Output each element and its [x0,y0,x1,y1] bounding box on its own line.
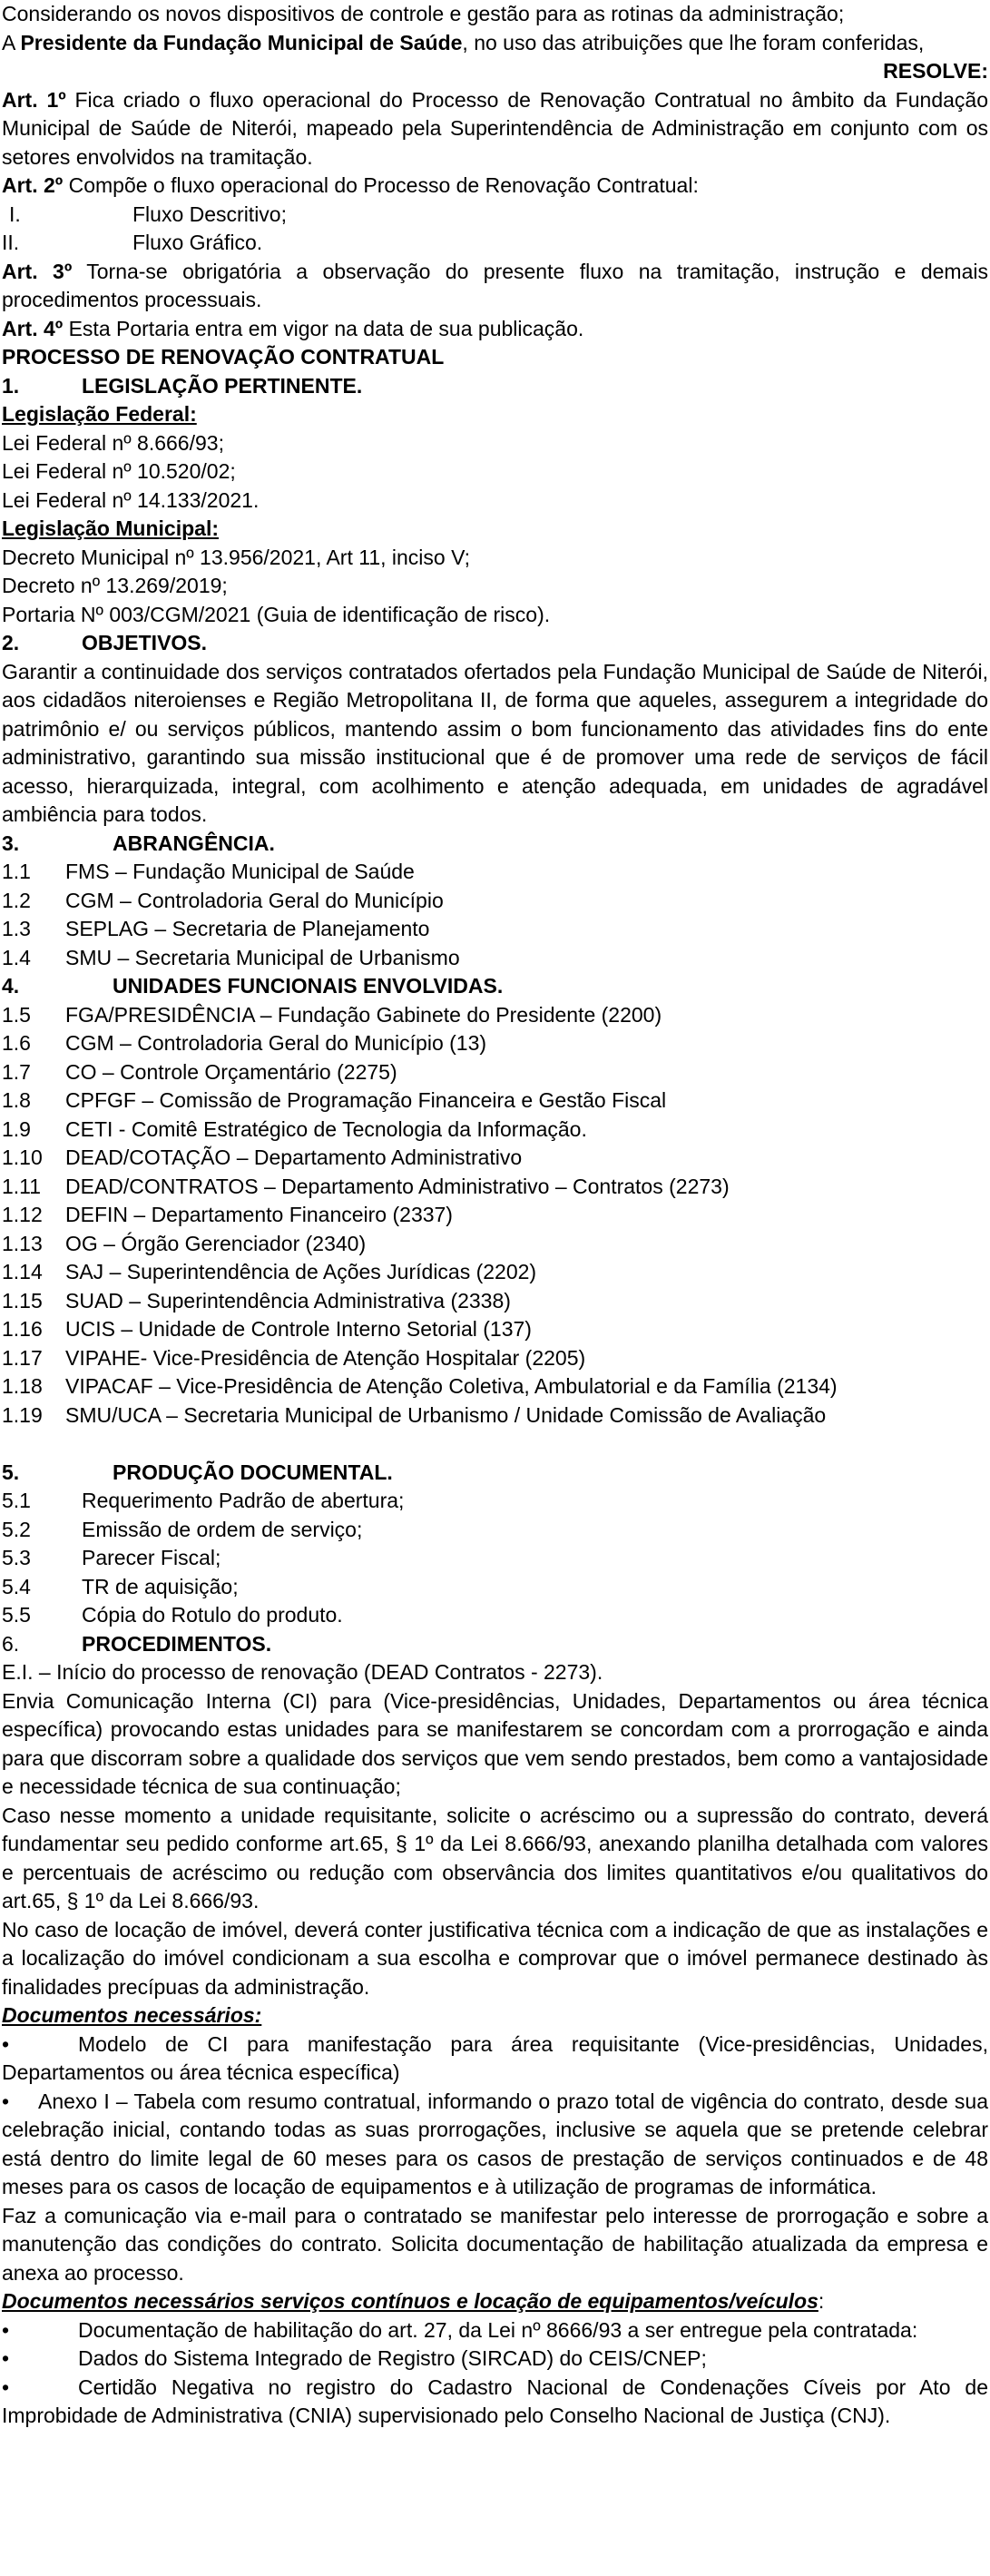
docs-item [2,2345,988,2374]
list-item [2,1372,988,1401]
federal-law: Lei Federal nº 8.666/93; [2,430,224,455]
municipal-law: Portaria Nº 003/CGM/2021 (Guia de identificação de risco). [2,602,551,626]
article-1 [2,86,988,172]
section-number: 3. [2,831,20,855]
article-3 [2,258,988,315]
item-text: Parecer Fiscal; [82,1546,221,1569]
intro-text: , no uso das atribuições que lhe foram conferidas, [462,30,925,54]
docs-item [2,2030,988,2088]
list-item [2,887,988,916]
resolve-label: RESOLVE: [883,59,988,83]
item-text: Requerimento Padrão de abertura; [82,1489,405,1512]
list-item [2,1058,988,1087]
docs-item-text: Modelo de CI para manifestação para área requisitante (Vice-presidências, Unidades, Departamentos ou área técnica específica) [2,2031,988,2084]
list-item [2,1401,988,1431]
section-title: PRODUÇÃO DOCUMENTAL. [113,1460,393,1484]
list-item [2,1230,988,1259]
procedure-paragraph: No caso de locação de imóvel, deverá conter justificativa técnica com a indicação de que as instalações e a localização do imóvel condicionam a sua escolha e comprovar que o imóvel permanece destinado às finalidades precípuas da administração. [2,1917,988,1999]
item-number: 1.18 [2,1374,43,1398]
item-number: 1.1 [2,860,31,883]
docs-heading [2,2001,988,2030]
docs-item-text: Dados do Sistema Integrado de Registro (SIRCAD) do CEIS/CNEP; [78,2346,707,2370]
item-text: FMS – Fundação Municipal de Saúde [65,860,415,883]
docs-item [2,2374,988,2431]
item-text: Fluxo Descritivo; [132,202,287,226]
item-number: 1.12 [2,1203,43,1226]
item-text: CGM – Controladoria Geral do Município (13) [65,1031,487,1055]
list-item [2,1144,988,1173]
item-number: 1.14 [2,1260,43,1283]
docs2-heading-text: Documentos necessários serviços contínuos e locação de equipamentos/veículos [2,2289,818,2313]
list-item [2,915,988,944]
item-text: SMU/UCA – Secretaria Municipal de Urbanismo / Unidade Comissão de Avaliação [65,1402,827,1427]
article-label: Art. 2º [2,173,64,197]
item-number: I. [9,202,21,226]
list-item [2,1516,988,1545]
procedure-step: E.I. – Início do processo de renovação (DEAD Contratos - 2273). [2,1660,603,1684]
item-text: CETI - Comitê Estratégico de Tecnologia da Informação. [65,1116,587,1141]
item-number: 1.4 [2,945,31,969]
list-item [2,1258,988,1287]
item-text: CGM – Controladoria Geral do Município [65,888,444,912]
intro-paragraph-2 [2,29,988,58]
section-heading [2,372,988,401]
item-number: 1.8 [2,1088,31,1112]
section-heading [2,1459,988,1488]
article-2-item [2,201,988,230]
municipal-law: Decreto nº 13.269/2019; [2,574,228,597]
docs2-heading [2,2287,988,2316]
item-number: II. [2,231,20,254]
federal-law: Lei Federal nº 10.520/02; [2,459,236,483]
item-text: OG – Órgão Gerenciador (2340) [65,1231,367,1255]
item-text: DEAD/CONTRATOS – Departamento Administrativo – Contratos (2273) [65,1174,730,1198]
intro-text: A [2,30,21,54]
section-heading [2,629,988,658]
list-item [2,1487,988,1516]
municipal-law: Decreto Municipal nº 13.956/2021, Art 11, inciso V; [2,545,470,569]
section-title: ABRANGÊNCIA. [113,831,275,855]
article-text: Fica criado o fluxo operacional do Processo de Renovação Contratual no âmbito da Fundação Municipal de Saúde de Niterói, mapeado pela Superintendência de Administração em conjunto com os setores envolvidos na tramitação. [2,87,988,169]
item-number: 1.2 [2,888,31,912]
item-text: SAJ – Superintendência de Ações Jurídicas (2202) [65,1260,537,1283]
article-4 [2,315,988,344]
objectives-paragraph: Garantir a continuidade dos serviços contratados ofertados pela Fundação Municipal de Saúde de Niterói, aos cidadãos niteroienses e Região Metropolitana II, de forma que aqueles, assegurem a integridade do patrimônio e/ ou serviços públicos, mantendo assim o bom funcionamento das atividades fins do ente administrativo, garantindo sua missão institucional que é de promover uma rede de serviços de fácil acesso, hierarquizada, integral, com acolhimento e atenção adequada, em unidades de agradável ambiência para todos. [2,659,988,826]
list-item [2,1287,988,1316]
item-number: 1.11 [2,1174,42,1198]
section-number: 6. [2,1631,20,1656]
bullet-icon: • [2,2317,10,2342]
list-item [2,1544,988,1573]
item-text: DEAD/COTAÇÃO – Departamento Administrativo [65,1145,523,1169]
item-number: 1.15 [2,1288,43,1313]
federal-heading-text: Legislação Federal: [2,402,197,426]
list-item [2,1029,988,1058]
docs-item-text: Anexo I – Tabela com resumo contratual, informando o prazo total de vigência do contrato, desde sua celebração inicial, contando todas as suas prorrogações, inclusive se aquela que se pretende celebrar está dentro do limite legal de 60 meses para os casos de prestação de serviços continuados e de 48 meses para os casos de locação de equipamentos e à utilização de programas de informática. [2,2089,988,2198]
list-item [2,1001,988,1030]
docs-heading-text: Documentos necessários: [2,2003,262,2027]
item-number: 1.10 [2,1145,43,1169]
procedure-paragraph: Envia Comunicação Interna (CI) para (Vice-presidências, Unidades, Departamentos ou área técnica específica) provocando estas unidades para se manifestarem se concordam com a prorrogação e ainda para que discorram sobre a qualidade dos serviços que vem sendo prestados, bem como a vantajosidade e necessidade técnica de sua continuação; [2,1688,988,1798]
intro-paragraph-1: Considerando os novos dispositivos de controle e gestão para as rotinas da administração; [2,2,845,25]
colon: : [818,2289,825,2313]
item-number: 1.13 [2,1231,43,1255]
docs-item-text: Documentação de habilitação do art. 27, da Lei nº 8666/93 a ser entregue pela contratada: [78,2317,918,2342]
list-item [2,1430,988,1459]
section-number: 1. [2,373,20,398]
bullet-icon: • [2,2089,10,2113]
article-label: Art. 1º [2,87,66,112]
section-number: 2. [2,631,20,654]
item-text: TR de aquisição; [82,1574,239,1598]
list-item [2,1086,988,1116]
list-item [2,1573,988,1602]
docs-item [2,2316,988,2345]
section-heading [2,830,988,859]
item-number: 5.4 [2,1574,31,1598]
section-number: 4. [2,974,20,998]
section-heading [2,972,988,1001]
section-title: LEGISLAÇÃO PERTINENTE. [82,373,363,398]
president-title: Presidente da Fundação Municipal de Saúde [20,30,463,54]
municipal-heading [2,515,988,544]
section-title: PROCEDIMENTOS. [82,1631,272,1656]
item-number: 5.5 [2,1603,31,1627]
federal-law: Lei Federal nº 14.133/2021. [2,487,260,512]
article-text: Compõe o fluxo operacional do Processo de Renovação Contratual: [63,173,699,197]
bullet-icon: • [2,2346,10,2370]
list-item [2,944,988,973]
municipal-heading-text: Legislação Municipal: [2,516,219,540]
item-text: VIPACAF – Vice-Presidência de Atenção Coletiva, Ambulatorial e da Família (2134) [65,1374,838,1398]
list-item [2,1116,988,1145]
list-item [2,1315,988,1344]
section-title: OBJETIVOS. [82,631,208,654]
procedure-paragraph: Caso nesse momento a unidade requisitante, solicite o acréscimo ou a supressão do contrato, deverá fundamentar seu pedido conforme art.65, § 1º da Lei 8.666/93, anexando planilha detalhada com valores e percentuais de acréscimo ou redução com observância dos limites quantitativos e/ou qualitativos do art.65, § 1º da Lei 8.666/93. [2,1803,988,1912]
article-2 [2,172,988,201]
list-item [2,1201,988,1230]
list-item [2,1344,988,1373]
item-number: 5.2 [2,1517,31,1541]
item-text: CO – Controle Orçamentário (2275) [65,1059,397,1084]
docs-item [2,2088,988,2202]
section-number: 5. [2,1460,20,1484]
article-label: Art. 4º [2,316,64,340]
item-text: DEFIN – Departamento Financeiro (2337) [65,1203,453,1226]
bullet-icon: • [2,2031,10,2056]
item-text: SEPLAG – Secretaria de Planejamento [65,917,430,940]
item-text: SUAD – Superintendência Administrativa (2338) [65,1288,511,1313]
article-text: Esta Portaria entra em vigor na data de sua publicação. [63,316,584,340]
item-number: 1.19 [2,1402,43,1427]
item-text: UCIS – Unidade de Controle Interno Setorial (137) [65,1317,532,1341]
federal-heading [2,400,988,429]
item-number: 1.6 [2,1031,31,1055]
item-text: Cópia do Rotulo do produto. [82,1603,343,1627]
item-number: 1.5 [2,1002,31,1027]
article-text: Torna-se obrigatória a observação do presente fluxo na tramitação, instrução e demais procedimentos processuais. [2,259,988,311]
docs-item-text: Certidão Negativa no registro do Cadastro Nacional de Condenações Cíveis por Ato de Improbidade de Administrativa (CNIA) supervisionado pelo Conselho Nacional de Justiça (CNJ). [2,2374,988,2427]
item-number: 5.1 [2,1489,31,1512]
item-number: 5.3 [2,1546,31,1569]
item-number: 1.17 [2,1345,43,1370]
list-item [2,1173,988,1202]
item-text: Emissão de ordem de serviço; [82,1517,363,1541]
process-title [2,343,988,372]
section-heading [2,1630,988,1659]
item-number: 1.16 [2,1317,43,1341]
article-2-item [2,229,988,258]
resolve-heading [2,57,988,86]
item-text: VIPAHE- Vice-Presidência de Atenção Hospitalar (2205) [65,1345,586,1370]
item-text: CPFGF – Comissão de Programação Financeira e Gestão Fiscal [65,1088,667,1112]
bullet-icon: • [2,2374,10,2399]
section-title: UNIDADES FUNCIONAIS ENVOLVIDAS. [113,974,504,998]
item-number: 1.3 [2,917,31,940]
item-text: Fluxo Gráfico. [132,231,263,254]
process-title-text: PROCESSO DE RENOVAÇÃO CONTRATUAL [2,345,445,369]
item-number: 1.9 [2,1116,31,1141]
list-item [2,1601,988,1630]
item-text: SMU – Secretaria Municipal de Urbanismo [65,945,460,969]
item-number: 1.7 [2,1059,31,1084]
list-item [2,858,988,887]
procedure-paragraph: Faz a comunicação via e-mail para o contratado se manifestar pelo interesse de prorrogação e sobre a manutenção das condições do contrato. Solicita documentação de habilitação atualizada da empresa e anexa ao processo. [2,2203,988,2285]
item-text: FGA/PRESIDÊNCIA – Fundação Gabinete do Presidente (2200) [65,1002,662,1027]
article-label: Art. 3º [2,259,73,283]
